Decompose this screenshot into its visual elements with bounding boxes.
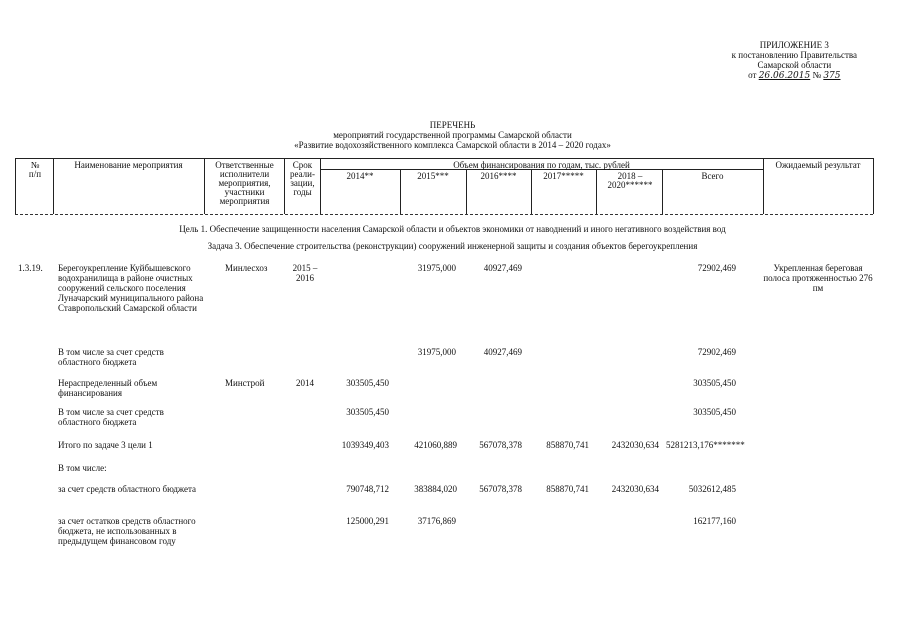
row-name: Берегоукрепление Куйбышевского водохранилища в районе очистных сооружений сельского поселения Луначарский муниципального района Ставропольский Самарской области [58,263,204,313]
header-name: Наименование мероприятия [74,160,183,170]
header-2015: 2015*** [417,171,449,181]
row-name: Итого по задаче 3 цели 1 [58,440,153,450]
task-line: Задача 3. Обеспечение строительства (реконструкции) сооружений инженерной защиты и создания объектов берегоукрепления [207,241,698,251]
row-result: Укрепленная береговая полоса протяженностью 276 пм [763,263,873,293]
header-responsible: Ответственные исполнители мероприятия, участники мероприятия [215,160,274,206]
row-name: В том числе за счет средств областного бюджета [58,347,164,367]
header-expected-result: Ожидаемый результат [775,160,861,170]
row-name: В том числе: [58,463,107,473]
header-total: Всего [701,171,724,181]
appendix-region: Самарской области [757,60,832,70]
header-2017: 2017***** [543,171,584,181]
goal-line: Цель 1. Обеспечение защищенности населения Самарской области и объектов экономики от наводнений и иного негативного воздействия вод [179,224,726,234]
row-name: В том числе за счет средств областного бюджета [58,407,164,427]
row-name: Нераспределенный объем финансирования [58,378,158,398]
appendix-resolution: к постановлению Правительства [731,50,857,60]
appendix-date: 26.06.2015 [758,71,811,81]
doc-title: ПЕРЕЧЕНЬ [429,120,476,130]
header-2016: 2016**** [480,171,517,181]
appendix-number: 375 [823,71,841,81]
appendix-title: ПРИЛОЖЕНИЕ 3 [759,40,829,50]
doc-subtitle: мероприятий государственной программы Самарской области [333,130,572,140]
doc-program-name: «Развитие водохозяйственного комплекса Самарской области в 2014 – 2020 годах» [294,140,611,150]
header-term: Срок реали-зации, годы [290,160,315,197]
appendix-date-line: от 26.06.2015 № 375 [748,70,841,81]
header-financing: Объем финансирования по годам, тыс. рублей [453,160,630,170]
row-name: за счет остатков средств областного бюджета, не использованных в предыдущем финансовом году [58,516,196,546]
appendix-block [732,40,857,81]
row-name: за счет средств областного бюджета [58,484,197,494]
header-2014: 2014** [346,171,374,181]
header-num: № п/п [28,160,42,179]
header-2018-2020: 2018 – 2020****** [607,171,653,190]
